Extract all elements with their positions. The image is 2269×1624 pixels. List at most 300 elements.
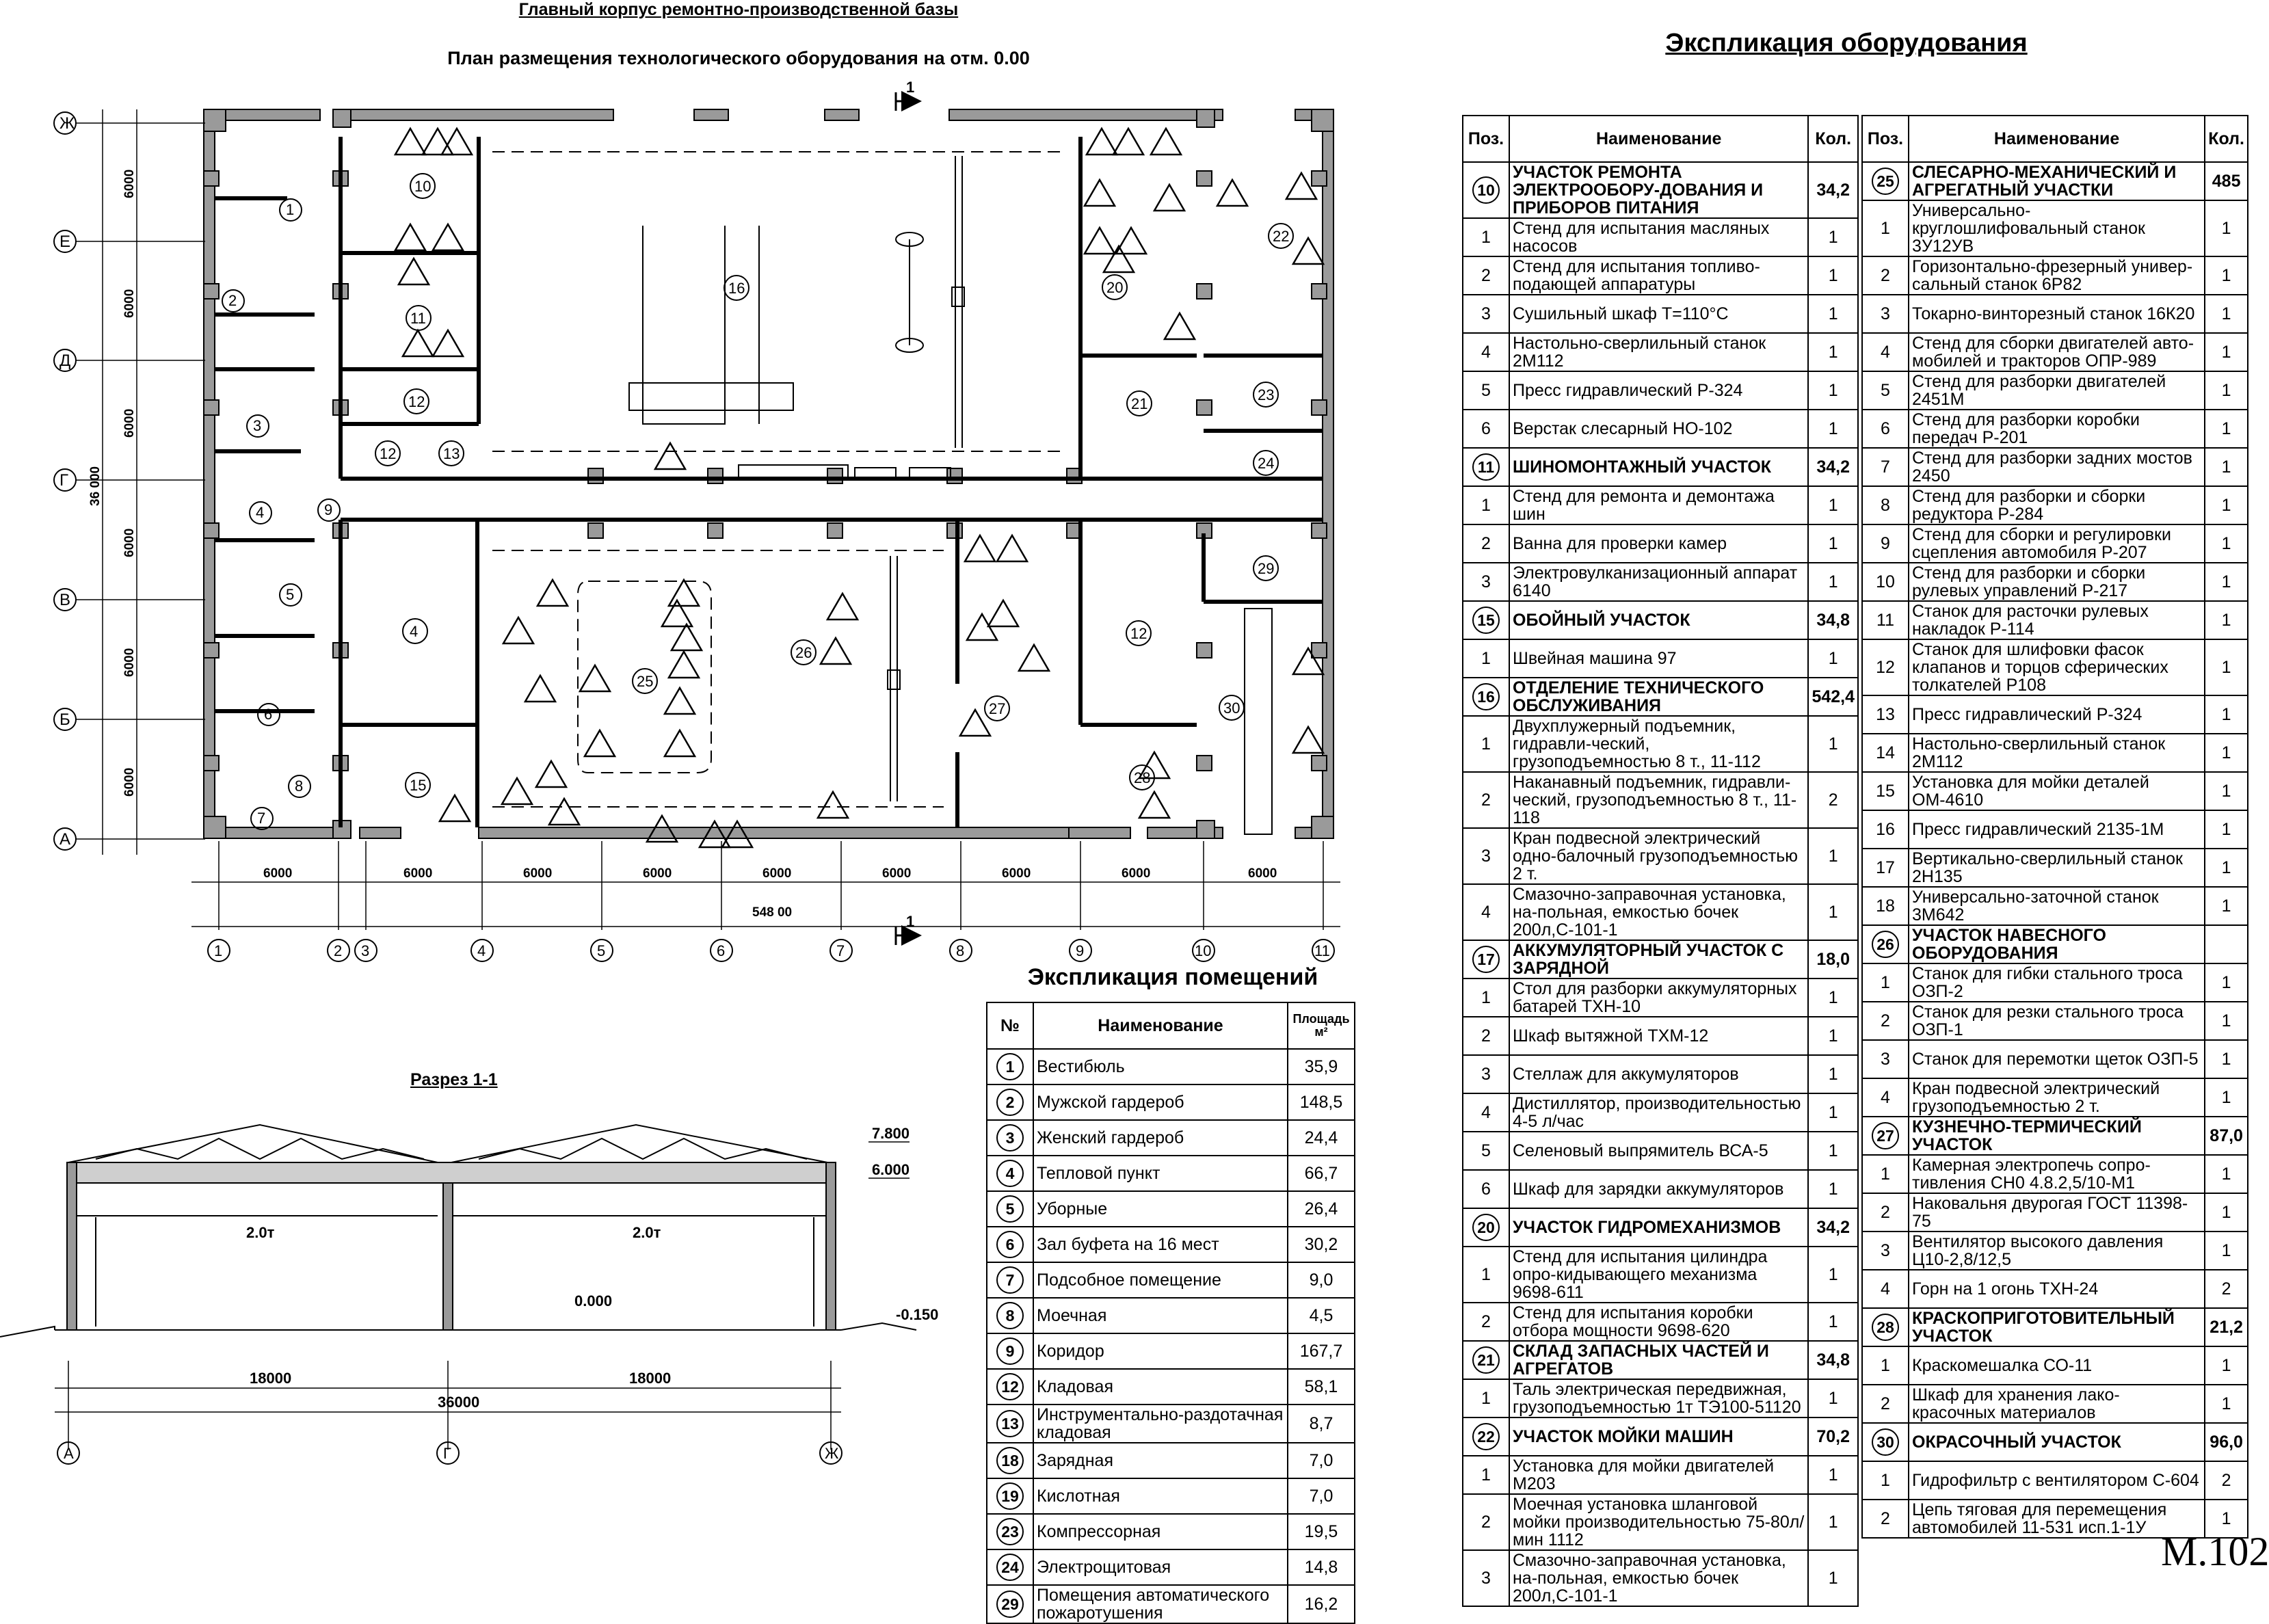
equipment-qty: 1 bbox=[2205, 1346, 2248, 1385]
eq-right-col-pos: Поз. bbox=[1862, 116, 1909, 162]
room-mark: 7 bbox=[257, 810, 266, 827]
equipment-marker bbox=[669, 580, 699, 606]
equipment-marker bbox=[665, 730, 695, 756]
room-number: 29 bbox=[996, 1590, 1024, 1618]
equipment-name: Сушильный шкаф Т=110°С bbox=[1509, 295, 1808, 333]
equipment-pos: 2 bbox=[1463, 1017, 1509, 1055]
equipment-pos: 2 bbox=[1463, 524, 1509, 563]
equipment-row bbox=[1463, 772, 1858, 828]
equipment-name: Универсально-заточной станок 3М642 bbox=[1909, 887, 2205, 925]
col-dim-3: 6000 bbox=[523, 866, 553, 881]
room-number: 8 bbox=[996, 1302, 1024, 1329]
equipment-name: Токарно-винторезный станок 16К20 bbox=[1909, 295, 2205, 333]
equipment-qty: 1 bbox=[2205, 639, 2248, 695]
room-row bbox=[987, 1227, 1355, 1262]
room-mark: 3 bbox=[253, 417, 262, 434]
equipment-qty: 1 bbox=[2205, 963, 2248, 1002]
equipment-name: Стенд для сборки двигателей авто-мобилей и тракторов ОПР-989 bbox=[1909, 333, 2205, 371]
equipment-name: Горн на 1 огонь ТХН-24 bbox=[1909, 1270, 2205, 1308]
equipment-qty: 1 bbox=[1808, 256, 1858, 295]
section-number: 27 bbox=[1872, 1122, 1899, 1149]
equipment-pos: 4 bbox=[1463, 333, 1509, 371]
equipment-name: Дистиллятор, производительностью 4-5 л/час bbox=[1509, 1093, 1808, 1132]
axis-col-6: 6 bbox=[717, 942, 726, 959]
equipment-marker bbox=[1019, 645, 1049, 671]
equipment-row bbox=[1463, 1494, 1858, 1550]
equipment-section-row bbox=[1862, 925, 2248, 963]
equipment-qty: 34,2 bbox=[1808, 1208, 1858, 1247]
equipment-name: Кран подвесной электрический грузоподъемностью 2 т. bbox=[1909, 1078, 2205, 1117]
equipment-qty: 1 bbox=[2205, 256, 2248, 295]
room-row bbox=[987, 1478, 1355, 1514]
equipment-qty: 34,8 bbox=[1808, 1341, 1858, 1379]
equipment-pos: 3 bbox=[1463, 1055, 1509, 1093]
room-name: Зарядная bbox=[1033, 1443, 1288, 1478]
equipment-qty: 1 bbox=[1808, 979, 1858, 1017]
axis-col-5: 5 bbox=[597, 942, 606, 959]
equipment-name: Стенд для разборки задних мостов 2450 bbox=[1909, 448, 2205, 486]
equipment-qty: 1 bbox=[1808, 1550, 1858, 1606]
room-row bbox=[987, 1298, 1355, 1333]
equipment-marker bbox=[395, 224, 425, 250]
equipment-markers bbox=[395, 129, 1323, 847]
section-number: 30 bbox=[1872, 1428, 1899, 1456]
equipment-marker bbox=[1085, 180, 1115, 206]
room-row bbox=[987, 1262, 1355, 1298]
equipment-row bbox=[1463, 333, 1858, 371]
equipment-marker bbox=[549, 799, 579, 825]
equipment-section-row bbox=[1463, 601, 1858, 639]
equipment-row bbox=[1463, 524, 1858, 563]
equipment-row bbox=[1862, 963, 2248, 1002]
equipment-qty: 1 bbox=[1808, 218, 1858, 256]
equipment-pos: 7 bbox=[1862, 448, 1909, 486]
equipment-section-row bbox=[1862, 1308, 2248, 1346]
equipment-pos: 15 bbox=[1862, 772, 1909, 810]
equipment-marker bbox=[1293, 727, 1323, 753]
equipment-marker bbox=[662, 600, 692, 626]
equipment-pos: 2 bbox=[1862, 1385, 1909, 1423]
equipment-pos: 2 bbox=[1862, 1002, 1909, 1040]
equipment-row bbox=[1862, 1040, 2248, 1078]
equipment-row bbox=[1463, 1017, 1858, 1055]
equipment-marker bbox=[423, 129, 453, 155]
room-area: 35,9 bbox=[1288, 1049, 1355, 1084]
room-number: 5 bbox=[996, 1195, 1024, 1223]
equipment-marker bbox=[433, 330, 463, 356]
axis-col-9: 9 bbox=[1076, 942, 1085, 959]
col-dim-6: 6000 bbox=[882, 866, 912, 881]
section-number: 22 bbox=[1472, 1423, 1500, 1450]
equipment-name: Стенд для испытания коробки отбора мощности 9698-620 bbox=[1509, 1303, 1808, 1341]
room-mark: 6 bbox=[264, 706, 273, 723]
room-number: 18 bbox=[996, 1447, 1024, 1474]
equipment-name: Кран подвесной электрический одно-балочный грузоподъемностью 2 т. bbox=[1509, 828, 1808, 884]
equipment-pos: 1 bbox=[1862, 200, 1909, 256]
equipment-pos: 2 bbox=[1463, 256, 1509, 295]
equipment-name: УЧАСТОК РЕМОНТА ЭЛЕКТРООБОРУ-ДОВАНИЯ И ПРИБОРОВ ПИТАНИЯ bbox=[1509, 162, 1808, 218]
equipment-qty: 1 bbox=[2205, 333, 2248, 371]
section-axis-zh: Ж bbox=[825, 1445, 839, 1462]
room-area: 7,0 bbox=[1288, 1443, 1355, 1478]
equipment-pos: 1 bbox=[1463, 1456, 1509, 1494]
equipment-row bbox=[1862, 524, 2248, 563]
axis-row-d: Д bbox=[59, 351, 71, 370]
rooms-col-num: № bbox=[987, 1002, 1033, 1049]
room-name: Электрощитовая bbox=[1033, 1549, 1288, 1585]
equipment-qty: 70,2 bbox=[1808, 1417, 1858, 1456]
equipment-row bbox=[1463, 1132, 1858, 1170]
room-area: 7,0 bbox=[1288, 1478, 1355, 1514]
equipment-marker bbox=[665, 688, 695, 714]
room-mark: 20 bbox=[1106, 279, 1124, 296]
axis-col-10: 10 bbox=[1195, 942, 1212, 959]
equipment-name: Стенд для разборки и сборки рулевых управлений Р-217 bbox=[1909, 563, 2205, 601]
equipment-row bbox=[1463, 218, 1858, 256]
axis-row-e: Е bbox=[59, 232, 71, 251]
equipment-section-row bbox=[1463, 940, 1858, 979]
equipment-name: Станок для шлифовки фасок клапанов и торцов сферических толкателей Р108 bbox=[1909, 639, 2205, 695]
equipment-marker bbox=[585, 730, 615, 756]
equipment-qty: 1 bbox=[2205, 563, 2248, 601]
room-number: 19 bbox=[996, 1482, 1024, 1510]
equipment-row bbox=[1463, 1093, 1858, 1132]
room-mark: 8 bbox=[295, 777, 304, 795]
cut-mark-top: 1 bbox=[906, 79, 915, 96]
equipment-row bbox=[1463, 371, 1858, 410]
equipment-name: Стенд для испытания масляных насосов bbox=[1509, 218, 1808, 256]
equipment-name: Стенд для испытания топливо-подающей аппаратуры bbox=[1509, 256, 1808, 295]
equipment-name: Наканавный подъемник, гидравли-ческий, грузоподъемностью 8 т., 11-118 bbox=[1509, 772, 1808, 828]
equipment-qty: 2 bbox=[2205, 1270, 2248, 1308]
equipment-marker bbox=[403, 330, 433, 356]
equipment-qty: 1 bbox=[1808, 333, 1858, 371]
equipment-qty: 1 bbox=[2205, 1232, 2248, 1270]
room-number: 6 bbox=[996, 1231, 1024, 1258]
span-dim-2: 18000 bbox=[629, 1370, 672, 1387]
room-mark: 4 bbox=[410, 623, 419, 640]
equipment-pos: 4 bbox=[1463, 1093, 1509, 1132]
equipment-row bbox=[1463, 410, 1858, 448]
equipment-marker bbox=[1087, 129, 1117, 155]
room-mark: 25 bbox=[637, 673, 654, 690]
room-number: 2 bbox=[996, 1089, 1024, 1116]
equipment-marker bbox=[538, 580, 568, 606]
room-mark: 12 bbox=[408, 393, 425, 410]
equipment-qty: 2 bbox=[1808, 772, 1858, 828]
section-title: Разрез 1-1 bbox=[410, 1070, 498, 1089]
equipment-marker bbox=[1113, 129, 1143, 155]
equipment-row bbox=[1862, 1002, 2248, 1040]
equipment-marker bbox=[399, 258, 429, 284]
rooms-col-name: Наименование bbox=[1033, 1002, 1288, 1049]
equipment-qty: 1 bbox=[2205, 448, 2248, 486]
room-mark: 5 bbox=[286, 586, 295, 603]
room-mark: 26 bbox=[795, 644, 812, 661]
equipment-marker bbox=[827, 594, 858, 620]
equipment-qty: 34,8 bbox=[1808, 601, 1858, 639]
equipment-marker bbox=[433, 224, 463, 250]
equipment-row bbox=[1862, 1232, 2248, 1270]
equipment-marker bbox=[1151, 129, 1181, 155]
level-minus-0150: -0.150 bbox=[896, 1306, 939, 1323]
span-dim-1: 18000 bbox=[250, 1370, 292, 1387]
col-dim-8: 6000 bbox=[1122, 866, 1151, 881]
equipment-qty: 1 bbox=[1808, 1132, 1858, 1170]
equipment-name: Шкаф вытяжной ТХМ-12 bbox=[1509, 1017, 1808, 1055]
row-dim-5: 6000 bbox=[122, 648, 137, 677]
equipment-name: Стол для разборки аккумуляторных батарей ТХН-10 bbox=[1509, 979, 1808, 1017]
room-area: 9,0 bbox=[1288, 1262, 1355, 1298]
axis-col-1: 1 bbox=[214, 942, 223, 959]
equipment-name: ОКРАСОЧНЫЙ УЧАСТОК bbox=[1909, 1423, 2205, 1461]
equipment-marker bbox=[502, 778, 532, 804]
equipment-marker bbox=[395, 129, 425, 155]
eq-left-col-qty: Кол. bbox=[1808, 116, 1858, 162]
equipment-row bbox=[1862, 639, 2248, 695]
sheet-mark: М.102 bbox=[2161, 1529, 2269, 1574]
eq-right-col-name: Наименование bbox=[1909, 116, 2205, 162]
equipment-qty: 1 bbox=[1808, 639, 1858, 678]
row-dim-1: 6000 bbox=[122, 169, 137, 198]
room-row bbox=[987, 1585, 1355, 1623]
room-name: Вестибюль bbox=[1033, 1049, 1288, 1084]
room-area: 8,7 bbox=[1288, 1405, 1355, 1443]
equipment-qty: 1 bbox=[1808, 828, 1858, 884]
equipment-marker bbox=[655, 443, 685, 469]
equipment-name: ОБОЙНЫЙ УЧАСТОК bbox=[1509, 601, 1808, 639]
equipment-pos: 3 bbox=[1463, 828, 1509, 884]
equipment-pos: 2 bbox=[1463, 1494, 1509, 1550]
room-mark: 28 bbox=[1134, 769, 1151, 786]
equipment-qty: 1 bbox=[2205, 887, 2248, 925]
equipment-name: Гидрофильтр с вентилятором С-604 bbox=[1909, 1461, 2205, 1500]
room-number: 23 bbox=[996, 1518, 1024, 1545]
equipment-qty: 1 bbox=[2205, 295, 2248, 333]
room-row bbox=[987, 1369, 1355, 1405]
equipment-marker bbox=[580, 665, 610, 691]
room-name: Подсобное помещение bbox=[1033, 1262, 1288, 1298]
equipment-row bbox=[1862, 333, 2248, 371]
room-mark: 4 bbox=[256, 504, 265, 521]
equipment-pos: 1 bbox=[1463, 979, 1509, 1017]
room-mark: 13 bbox=[443, 445, 460, 462]
equipment-name: КРАСКОПРИГОТОВИТЕЛЬНЫЙ УЧАСТОК bbox=[1909, 1308, 2205, 1346]
equipment-name: Швейная машина 97 bbox=[1509, 639, 1808, 678]
room-area: 148,5 bbox=[1288, 1084, 1355, 1120]
row-dim-2: 6000 bbox=[122, 289, 137, 318]
room-row bbox=[987, 1405, 1355, 1443]
section-number: 10 bbox=[1472, 176, 1500, 204]
equipment-name: СЛЕСАРНО-МЕХАНИЧЕСКИЙ И АГРЕГАТНЫЙ УЧАСТКИ bbox=[1909, 162, 2205, 200]
equipment-name: Стенд для разборки двигателей 2451М bbox=[1909, 371, 2205, 410]
equipment-marker bbox=[1085, 228, 1115, 254]
room-name: Компрессорная bbox=[1033, 1514, 1288, 1549]
section-number: 28 bbox=[1872, 1314, 1899, 1341]
room-mark: 27 bbox=[989, 700, 1006, 717]
equipment-row bbox=[1862, 601, 2248, 639]
equipment-qty: 1 bbox=[2205, 1500, 2248, 1538]
equipment-pos: 2 bbox=[1463, 1303, 1509, 1341]
equipment-row bbox=[1862, 200, 2248, 256]
room-mark: 30 bbox=[1223, 700, 1240, 717]
equipment-pos: 4 bbox=[1862, 1078, 1909, 1117]
room-row bbox=[987, 1120, 1355, 1156]
equipment-qty: 1 bbox=[2205, 734, 2248, 772]
equipment-qty: 1 bbox=[1808, 371, 1858, 410]
equipment-pos: 1 bbox=[1463, 486, 1509, 524]
equipment-pos: 1 bbox=[1463, 639, 1509, 678]
equipment-pos: 3 bbox=[1862, 295, 1909, 333]
overall-vertical-dim: 36 000 bbox=[88, 466, 103, 506]
section-number: 11 bbox=[1472, 453, 1500, 481]
room-row bbox=[987, 1191, 1355, 1227]
equipment-qty: 1 bbox=[1808, 1093, 1858, 1132]
rooms-table bbox=[986, 1002, 1355, 1624]
equipment-row bbox=[1862, 1155, 2248, 1193]
equipment-qty: 21,2 bbox=[2205, 1308, 2248, 1346]
level-0000: 0.000 bbox=[574, 1292, 613, 1309]
equipment-row bbox=[1463, 563, 1858, 601]
equipment-qty: 1 bbox=[1808, 486, 1858, 524]
room-row bbox=[987, 1156, 1355, 1191]
room-row bbox=[987, 1549, 1355, 1585]
room-name: Кладовая bbox=[1033, 1369, 1288, 1405]
equipment-qty: 1 bbox=[1808, 1494, 1858, 1550]
equipment-row bbox=[1463, 639, 1858, 678]
room-number: 12 bbox=[996, 1373, 1024, 1400]
equipment-qty: 1 bbox=[1808, 1303, 1858, 1341]
section-number: 15 bbox=[1472, 607, 1500, 634]
rooms-col-area: Площадь м² bbox=[1288, 1002, 1355, 1049]
equipment-row bbox=[1862, 887, 2248, 925]
room-mark: 12 bbox=[380, 445, 397, 462]
axis-col-8: 8 bbox=[956, 942, 965, 959]
room-area: 4,5 bbox=[1288, 1298, 1355, 1333]
equipment-pos: 6 bbox=[1463, 1170, 1509, 1208]
equipment-row bbox=[1862, 1461, 2248, 1500]
section-number: 21 bbox=[1472, 1346, 1500, 1374]
equipment-qty: 1 bbox=[1808, 1456, 1858, 1494]
equipment-row bbox=[1463, 486, 1858, 524]
equipment-name: УЧАСТОК МОЙКИ МАШИН bbox=[1509, 1417, 1808, 1456]
equipment-marker bbox=[442, 129, 472, 155]
col-dim-9: 6000 bbox=[1248, 866, 1277, 881]
level-7800: 7.800 bbox=[871, 1125, 910, 1142]
equipment-pos: 14 bbox=[1862, 734, 1909, 772]
equipment-section-row bbox=[1463, 678, 1858, 716]
room-area: 30,2 bbox=[1288, 1227, 1355, 1262]
equipment-row bbox=[1463, 1247, 1858, 1303]
equipment-qty: 1 bbox=[2205, 1040, 2248, 1078]
equipment-section-row bbox=[1463, 448, 1858, 486]
room-row bbox=[987, 1084, 1355, 1120]
section-number: 20 bbox=[1472, 1214, 1500, 1241]
room-name: Тепловой пункт bbox=[1033, 1156, 1288, 1191]
axis-row-b: Б bbox=[59, 710, 70, 729]
equipment-marker bbox=[821, 638, 851, 664]
equipment-qty: 1 bbox=[2205, 601, 2248, 639]
equipment-qty: 1 bbox=[1808, 1379, 1858, 1417]
equipment-name: Цепь тяговая для перемещения автомобилей 11-531 исп.1-1У bbox=[1909, 1500, 2205, 1538]
equipment-qty: 1 bbox=[2205, 486, 2248, 524]
room-mark: 11 bbox=[410, 310, 426, 327]
eq-right-col-qty: Кол. bbox=[2205, 116, 2248, 162]
equipment-pos: 3 bbox=[1463, 295, 1509, 333]
equipment-row bbox=[1862, 1346, 2248, 1385]
equipment-name: Станок для резки стального троса ОЗП-1 bbox=[1909, 1002, 2205, 1040]
room-number: 24 bbox=[996, 1554, 1024, 1581]
equipment-qty: 1 bbox=[2205, 772, 2248, 810]
room-mark: 24 bbox=[1258, 455, 1275, 472]
equipment-row bbox=[1463, 1055, 1858, 1093]
equipment-pos: 4 bbox=[1463, 884, 1509, 940]
equipment-pos: 2 bbox=[1862, 1193, 1909, 1232]
room-name: Инструментально-раздотачная кладовая bbox=[1033, 1405, 1288, 1443]
equipment-name: Селеновый выпрямитель ВСА-5 bbox=[1509, 1132, 1808, 1170]
eq-left-col-pos: Поз. bbox=[1463, 116, 1509, 162]
axis-col-4: 4 bbox=[477, 942, 486, 959]
equipment-table-left bbox=[1462, 115, 1859, 1607]
equipment-name: Шкаф для хранения лако-красочных материалов bbox=[1909, 1385, 2205, 1423]
equipment-row bbox=[1862, 1078, 2248, 1117]
section-number: 17 bbox=[1472, 946, 1500, 973]
equipment-name: УЧАСТОК НАВЕСНОГО ОБОРУДОВАНИЯ bbox=[1909, 925, 2205, 963]
room-name: Моечная bbox=[1033, 1298, 1288, 1333]
equipment-section-row bbox=[1862, 1117, 2248, 1155]
equipment-pos: 17 bbox=[1862, 849, 1909, 887]
room-number: 1 bbox=[996, 1053, 1024, 1080]
row-dim-6: 6000 bbox=[122, 767, 137, 797]
equipment-marker bbox=[536, 761, 566, 787]
equipment-pos: 4 bbox=[1862, 1270, 1909, 1308]
col-dim-7: 6000 bbox=[1002, 866, 1031, 881]
equipment-section-row bbox=[1463, 162, 1858, 218]
equipment-qty: 1 bbox=[1808, 410, 1858, 448]
room-number: 7 bbox=[996, 1266, 1024, 1294]
equipment-row bbox=[1862, 1385, 2248, 1423]
cut-mark-bottom: 1 bbox=[906, 913, 915, 930]
section-number: 26 bbox=[1872, 931, 1899, 958]
equipment-pos: 4 bbox=[1862, 333, 1909, 371]
room-mark: 1 bbox=[286, 201, 295, 218]
col-dim-1: 6000 bbox=[263, 866, 293, 881]
equipment-qty: 1 bbox=[2205, 810, 2248, 849]
equipment-pos: 9 bbox=[1862, 524, 1909, 563]
equipment-marker bbox=[525, 676, 555, 702]
equipment-row bbox=[1463, 1456, 1858, 1494]
equipment-name: Электровулканизационный аппарат 6140 bbox=[1509, 563, 1808, 601]
equipment-marker bbox=[1165, 313, 1195, 339]
equipment-row bbox=[1862, 486, 2248, 524]
room-area: 167,7 bbox=[1288, 1333, 1355, 1369]
equipment-row bbox=[1463, 884, 1858, 940]
equipment-name: Краскомешалка СО-11 bbox=[1909, 1346, 2205, 1385]
equipment-name: Станок для расточки рулевых накладок Р-114 bbox=[1909, 601, 2205, 639]
equipment-qty: 34,2 bbox=[1808, 448, 1858, 486]
equipment-qty: 34,2 bbox=[1808, 162, 1858, 218]
axis-col-11: 11 bbox=[1314, 942, 1330, 959]
equipment-row bbox=[1463, 1550, 1858, 1606]
equipment-qty: 1 bbox=[1808, 884, 1858, 940]
room-name: Зал буфета на 16 мест bbox=[1033, 1227, 1288, 1262]
row-dim-4: 6000 bbox=[122, 528, 137, 557]
equipment-qty: 1 bbox=[2205, 524, 2248, 563]
equipment-row bbox=[1862, 563, 2248, 601]
equipment-pos: 11 bbox=[1862, 601, 1909, 639]
room-mark: 10 bbox=[414, 178, 432, 195]
equipment-marker bbox=[988, 600, 1018, 626]
